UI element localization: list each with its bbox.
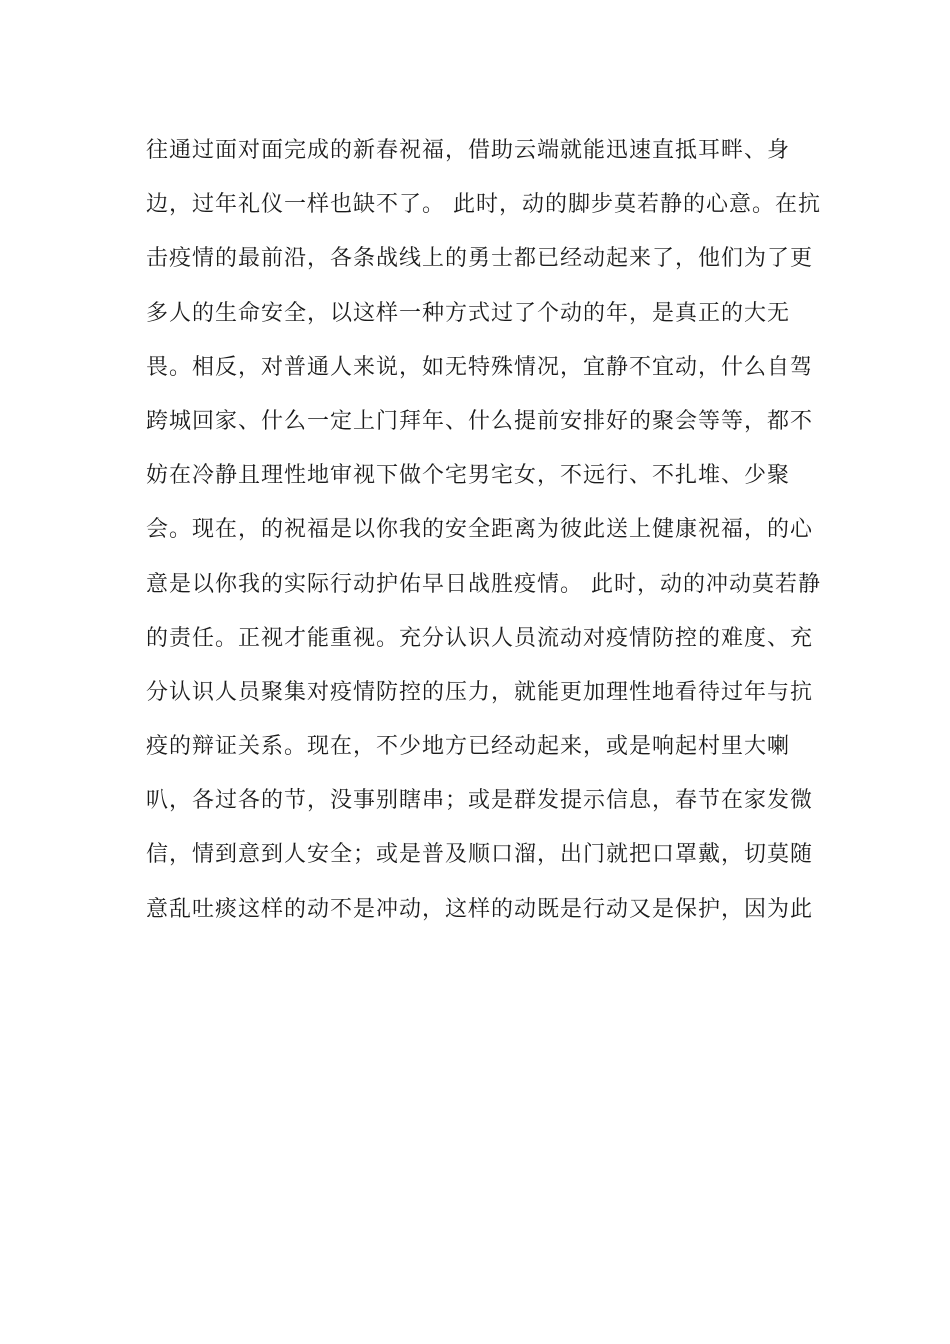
text-line: 往通过面对面完成的新春祝福，借助云端就能迅速直抵耳畔、身 [146,138,791,163]
text-line: 疫的辩证关系。现在，不少地方已经动起来，或是响起村里大喇 [146,734,791,760]
text-line: 会。现在，的祝福是以你我的安全距离为彼此送上健康祝福，的心 [146,517,814,543]
text-line: 信，情到意到人安全；或是普及顺口溜，出门就把口罩戴，切莫随 [146,842,814,868]
text-line: 叭，各过各的节，没事别瞎串；或是群发提示信息，春节在家发微 [146,788,814,814]
text-line: 的责任。正视才能重视。充分认识人员流动对疫情防控的难度、充 [146,625,814,651]
text-line: 边，过年礼仪一样也缺不了。 此时，动的脚步莫若静的心意。在抗 [146,192,821,218]
text-line: 意是以你我的实际行动护佑早日战胜疫情。 此时，动的冲动莫若静 [146,571,821,597]
text-line: 畏。相反，对普通人来说，如无特殊情况，宜静不宜动，什么自驾 [146,354,814,380]
text-line: 意乱吐痰这样的动不是冲动，这样的动既是行动又是保护，因为此 [146,896,814,922]
text-line: 分认识人员聚集对疫情防控的压力，就能更加理性地看待过年与抗 [146,679,814,705]
body-text [146,128,826,941]
text-line: 击疫情的最前沿，各条战线上的勇士都已经动起来了，他们为了更 [146,246,814,272]
text-line: 妨在冷静且理性地审视下做个宅男宅女，不远行、不扎堆、少聚 [146,463,791,489]
text-line: 跨城回家、什么一定上门拜年、什么提前安排好的聚会等等，都不 [146,408,814,434]
text-line: 多人的生命安全，以这样一种方式过了个动的年，是真正的大无 [146,300,791,326]
